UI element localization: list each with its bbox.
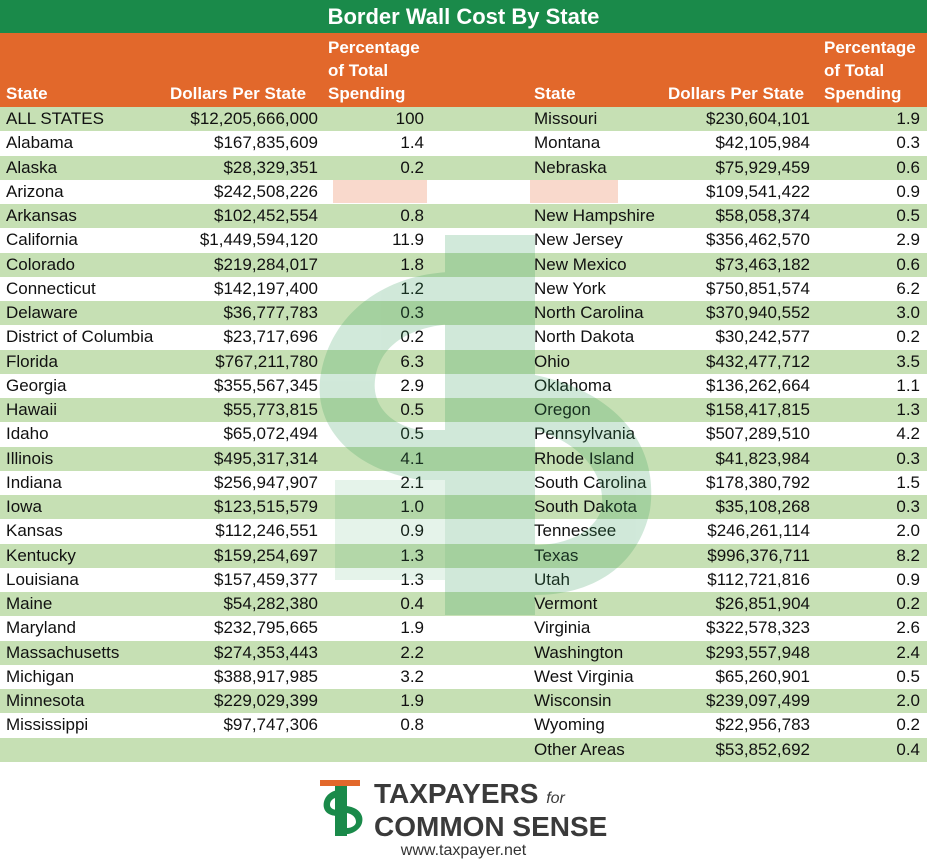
right-dollars-cell: $22,956,783 (715, 715, 810, 735)
left-percent-cell: 2.2 (400, 642, 424, 662)
left-dollars-cell: $23,717,696 (223, 327, 318, 347)
right-dollars-cell: $293,557,948 (706, 642, 810, 662)
left-state-cell: Georgia (6, 375, 67, 395)
left-percent-cell: 4.1 (400, 448, 424, 468)
right-state-cell: New Mexico (534, 254, 627, 274)
table-row (0, 665, 927, 689)
right-dollars-cell: $996,376,711 (707, 545, 810, 565)
left-percent-cell: 1.0 (400, 497, 424, 516)
right-dollars-cell: $109,541,422 (706, 181, 810, 201)
table-row (0, 228, 927, 252)
right-state-cell: Utah (534, 569, 570, 589)
table-row (0, 204, 927, 228)
right-state-cell: Pennsylvania (534, 424, 636, 444)
table-row (0, 107, 927, 131)
left-state-cell: Kentucky (6, 545, 76, 565)
left-state-cell: Idaho (6, 424, 49, 444)
right-state-cell: Wisconsin (534, 691, 612, 710)
right-dollars-cell: $246,261,114 (707, 521, 810, 541)
table-row (0, 471, 927, 495)
left-state-cell: Illinois (6, 448, 54, 468)
right-percent-cell: 4.2 (896, 424, 920, 444)
left-state-cell: Louisiana (6, 569, 79, 589)
table-row (0, 447, 927, 471)
left-percent-cell: 0.2 (400, 157, 424, 177)
header-percent-right-line3: Spending (824, 84, 902, 103)
right-dollars-cell: $178,380,792 (706, 472, 810, 492)
left-percent-cell: 0.4 (400, 594, 424, 613)
left-state-cell: Michigan (6, 666, 75, 686)
left-percent-cell: 1.4 (400, 133, 424, 153)
right-state-cell: Nebraska (534, 157, 607, 177)
table-header (0, 33, 927, 107)
left-state-cell: Alaska (6, 157, 58, 177)
left-dollars-cell: $1,449,594,120 (199, 230, 318, 250)
right-dollars-cell: $112,721,816 (707, 569, 810, 589)
right-dollars-cell: $230,604,101 (706, 109, 810, 128)
left-state-cell: Indiana (6, 472, 62, 492)
left-dollars-cell: $112,246,551 (215, 521, 318, 541)
left-dollars-cell: $54,282,380 (223, 594, 318, 613)
left-percent-cell: 2.1 (400, 472, 424, 492)
right-dollars-cell: $30,242,577 (715, 327, 810, 347)
left-percent-cell: 0.3 (400, 303, 424, 322)
left-state-cell: Iowa (6, 497, 42, 516)
table-row (0, 641, 927, 665)
table-row (0, 398, 927, 422)
right-dollars-cell: $750,851,574 (706, 278, 810, 298)
left-state-cell: Colorado (6, 254, 75, 274)
right-dollars-cell: $41,823,984 (715, 448, 810, 468)
table-row (0, 592, 927, 616)
left-dollars-cell: $55,773,815 (223, 400, 318, 419)
right-percent-cell: 3.5 (896, 351, 920, 371)
left-state-cell: Florida (6, 351, 58, 371)
table-row (0, 689, 927, 713)
brand-url[interactable]: www.taxpayer.net (400, 842, 527, 859)
table-row (0, 568, 927, 592)
right-dollars-cell: $65,260,901 (715, 666, 810, 686)
left-dollars-cell: $767,211,780 (215, 351, 318, 371)
left-percent-cell: 0.2 (400, 327, 424, 347)
header-dollars-left: Dollars Per State (170, 84, 307, 103)
left-dollars-cell: $274,353,443 (214, 642, 318, 662)
left-dollars-cell: $495,317,314 (214, 448, 318, 468)
header-percent-left-line3: Spending (328, 84, 406, 103)
table-row (0, 301, 927, 325)
right-state-cell: South Carolina (534, 472, 647, 492)
left-dollars-cell: $232,795,665 (214, 618, 318, 638)
left-dollars-cell: $388,917,985 (214, 666, 318, 686)
right-percent-cell: 0.2 (896, 594, 920, 613)
right-state-cell: Montana (534, 133, 601, 153)
right-dollars-cell: $322,578,323 (706, 618, 810, 638)
left-dollars-cell: $65,072,494 (223, 424, 318, 444)
right-percent-cell: 0.9 (896, 181, 920, 201)
header-dollars-right: Dollars Per State (668, 84, 805, 103)
right-dollars-cell: $136,262,664 (706, 375, 810, 395)
right-state-cell: Washington (534, 642, 624, 662)
right-percent-cell: 1.1 (896, 375, 920, 395)
right-state-cell: Wyoming (534, 715, 605, 735)
left-state-cell: Minnesota (6, 691, 85, 710)
table-row (0, 495, 927, 519)
right-dollars-cell: $75,929,459 (715, 157, 810, 177)
left-dollars-cell: $157,459,377 (214, 569, 318, 589)
header-percent-left-line2: of Total (328, 61, 389, 80)
right-state-cell: New Hampshire (534, 206, 655, 225)
left-percent-cell: 1.9 (400, 691, 424, 710)
header-percent-right-line2: of Total (824, 61, 885, 80)
left-dollars-cell: $36,777,783 (223, 303, 318, 322)
right-state-cell: Texas (534, 545, 579, 565)
right-percent-cell: 3.0 (896, 303, 920, 322)
right-percent-cell: 6.2 (896, 278, 920, 298)
left-percent-cell: 3.2 (400, 666, 424, 686)
right-percent-cell: 0.5 (896, 206, 920, 225)
right-dollars-cell: $158,417,815 (706, 400, 810, 419)
right-state-cell: West Virginia (534, 666, 634, 686)
left-dollars-cell: $256,947,907 (214, 472, 318, 492)
left-percent-cell: 2.9 (400, 375, 424, 395)
right-state-cell: Tennessee (534, 521, 617, 541)
table-row (0, 544, 927, 568)
table-row (0, 253, 927, 277)
right-state-cell: New Jersey (534, 230, 623, 250)
left-percent-cell: 1.3 (400, 545, 424, 565)
left-state-cell: Alabama (6, 133, 74, 153)
left-state-cell: Kansas (6, 521, 63, 541)
right-percent-cell: 0.5 (896, 666, 920, 686)
left-dollars-cell: $159,254,697 (214, 545, 318, 565)
right-state-cell: Other Areas (534, 739, 625, 759)
left-dollars-cell: $142,197,400 (214, 278, 318, 298)
table-row (0, 713, 927, 737)
right-percent-cell: 0.2 (896, 715, 920, 735)
right-dollars-cell: $58,058,374 (715, 206, 810, 225)
left-percent-cell: 0.9 (400, 521, 424, 541)
left-percent-cell: 100 (395, 109, 424, 128)
right-percent-cell: 2.9 (896, 230, 920, 250)
left-percent-cell: 1.2 (400, 278, 424, 298)
right-percent-cell: 1.9 (896, 109, 920, 128)
right-state-cell: Vermont (534, 594, 598, 613)
right-dollars-cell: $507,289,510 (706, 424, 810, 444)
table-row (0, 519, 927, 543)
right-percent-cell: 1.3 (896, 400, 920, 419)
right-state-cell: Rhode Island (534, 448, 635, 468)
left-percent-cell: 0.8 (400, 715, 424, 735)
table-row (0, 422, 927, 446)
left-state-cell: Arizona (6, 181, 64, 201)
right-dollars-cell: $35,108,268 (715, 497, 810, 516)
left-percent-cell: 6.3 (400, 351, 424, 371)
left-dollars-cell: $123,515,579 (214, 497, 318, 516)
left-dollars-cell: $102,452,554 (214, 206, 318, 225)
table-row (0, 374, 927, 398)
brand-name (374, 780, 607, 841)
right-percent-cell: 0.9 (896, 569, 920, 589)
left-percent-cell: 11.9 (392, 230, 424, 250)
left-dollars-cell: $28,329,351 (223, 157, 318, 177)
header-percent-left-line1: Percentage (328, 38, 420, 57)
right-dollars-cell: $42,105,984 (715, 133, 810, 153)
table-row (0, 350, 927, 374)
left-percent-cell: 0.5 (400, 400, 424, 419)
right-dollars-cell: $26,851,904 (715, 594, 810, 613)
left-percent-cell: 1.8 (400, 254, 424, 274)
left-percent-cell: 0.5 (400, 424, 424, 444)
left-percent-cell: 0.8 (400, 206, 424, 225)
right-state-cell: North Carolina (534, 303, 644, 322)
left-state-cell: Massachusetts (6, 642, 120, 662)
right-state-cell: North Dakota (534, 327, 635, 347)
right-percent-cell: 2.6 (896, 618, 920, 638)
right-percent-cell: 8.2 (896, 545, 920, 565)
table-row (0, 738, 927, 762)
right-state-cell: Missouri (534, 109, 598, 128)
brand-for: for (546, 790, 565, 807)
right-percent-cell: 2.0 (896, 691, 920, 710)
left-dollars-cell: $242,508,226 (214, 181, 318, 201)
left-state-cell: Hawaii (6, 400, 58, 419)
left-dollars-cell (166, 738, 318, 762)
header-percent-right (824, 36, 916, 105)
right-state-cell: New York (534, 278, 606, 298)
header-percent-left (328, 36, 420, 105)
table-row (0, 156, 927, 180)
table-title: Border Wall Cost By State (0, 0, 927, 33)
header-state-left: State (6, 84, 48, 103)
left-state-cell: Delaware (6, 303, 78, 322)
table-row (0, 131, 927, 155)
right-percent-cell: 0.3 (896, 448, 920, 468)
right-dollars-cell: $432,477,712 (706, 351, 810, 371)
left-state-cell: ALL STATES (6, 109, 104, 128)
right-dollars-cell: $370,940,552 (706, 303, 810, 322)
left-dollars-cell: $229,029,399 (214, 691, 318, 710)
left-percent-cell: 1.9 (400, 618, 424, 638)
right-percent-cell: 2.0 (896, 521, 920, 541)
right-percent-cell: 0.4 (896, 739, 920, 759)
left-dollars-cell: $97,747,306 (223, 715, 318, 735)
table-row (0, 180, 927, 204)
left-state-cell: Arkansas (6, 206, 77, 225)
left-state-cell: Mississippi (6, 715, 89, 735)
left-percent-cell: 1.3 (400, 569, 424, 589)
right-state-cell: Virginia (534, 618, 591, 638)
right-state-cell: Oregon (534, 400, 591, 419)
left-state-cell: District of Columbia (6, 327, 154, 347)
right-percent-cell: 1.5 (896, 472, 920, 492)
highlight-nevada-state (530, 180, 618, 203)
left-state-cell (6, 738, 166, 762)
right-dollars-cell: $53,852,692 (715, 739, 810, 759)
right-state-cell: South Dakota (534, 497, 638, 516)
left-percent-cell (330, 738, 424, 762)
table-row (0, 616, 927, 640)
right-percent-cell: 0.3 (896, 133, 920, 153)
left-dollars-cell: $167,835,609 (214, 133, 318, 153)
left-state-cell: Maryland (6, 618, 76, 638)
left-dollars-cell: $12,205,666,000 (190, 109, 318, 128)
left-dollars-cell: $219,284,017 (214, 254, 318, 274)
right-percent-cell: 0.3 (896, 497, 920, 516)
right-state-cell: Ohio (534, 351, 570, 371)
left-state-cell: California (6, 230, 78, 250)
right-dollars-cell: $239,097,499 (706, 691, 810, 710)
table-body (0, 107, 927, 762)
left-state-cell: Connecticut (6, 278, 96, 298)
left-state-cell: Maine (6, 594, 53, 613)
table-row (0, 325, 927, 349)
header-state-right: State (534, 84, 576, 103)
table-row (0, 277, 927, 301)
right-state-cell: Oklahoma (534, 375, 612, 395)
header-percent-right-line1: Percentage (824, 38, 916, 57)
right-percent-cell: 0.6 (896, 254, 920, 274)
brand-line2: COMMON SENSE (374, 811, 608, 842)
brand-line1: TAXPAYERS (374, 778, 539, 809)
right-percent-cell: 2.4 (896, 642, 920, 662)
left-dollars-cell: $355,567,345 (214, 375, 318, 395)
right-dollars-cell: $356,462,570 (706, 230, 810, 250)
right-percent-cell: 0.2 (896, 327, 920, 347)
highlight-arizona-pct (333, 180, 427, 203)
right-dollars-cell: $73,463,182 (715, 254, 810, 274)
right-percent-cell: 0.6 (896, 157, 920, 177)
